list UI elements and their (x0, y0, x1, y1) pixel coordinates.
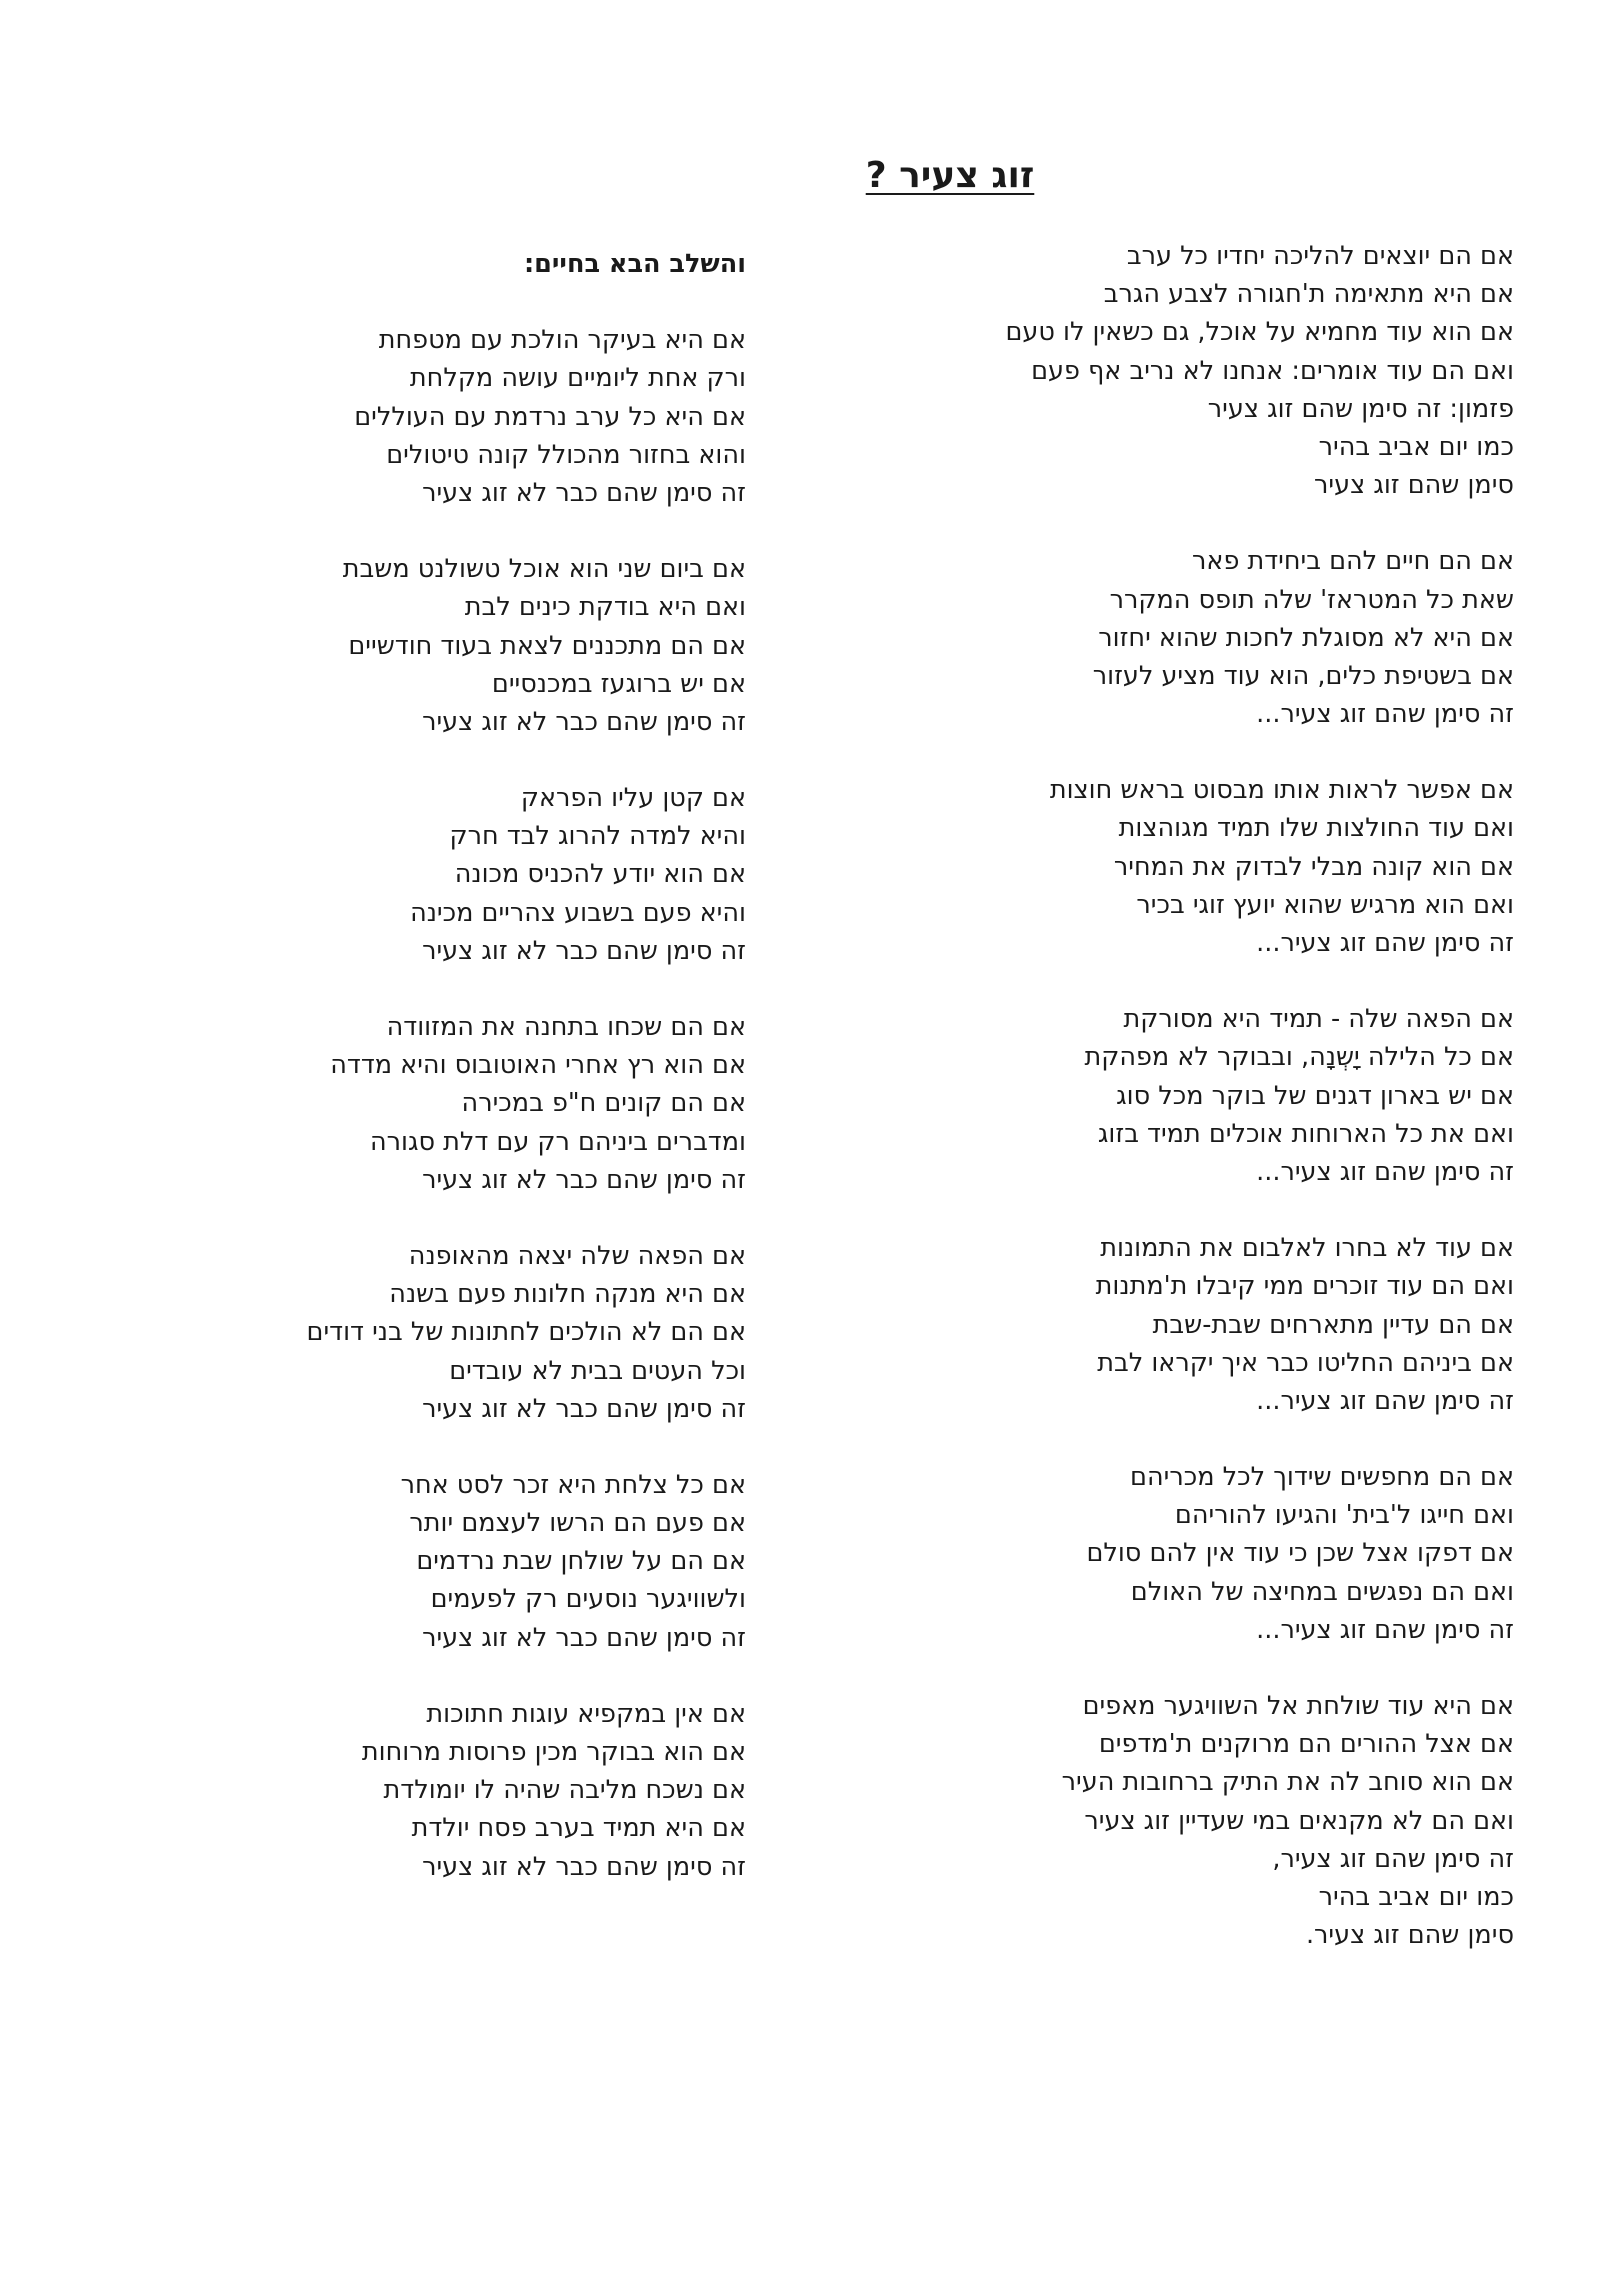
poem-line: אם הוא רץ אחרי האוטובוס והיא מדדה (330, 1050, 746, 1081)
poem-line: אם הם על שולחן שבת נרדמים (416, 1546, 746, 1577)
poem-line: ואם הם נפגשים במחיצה של האולם (1130, 1576, 1514, 1607)
stanza-left-7 (106, 1695, 746, 1886)
poem-line: וכל העטים בבית לא עובדים (449, 1355, 746, 1386)
poem-line: ולשוויגער נוסעים רק לפעמים (430, 1584, 746, 1615)
refrain-line: זה סימן שהם כבר לא זוג צעיר (422, 706, 746, 737)
poem-line: אם הם עדיין מתארחים שבת-שבת (1152, 1309, 1514, 1340)
stanza-right-2 (894, 542, 1514, 733)
poem-line: אם אין במקפיא עוגות חתוכות (426, 1698, 746, 1729)
stanza-right-6 (894, 1458, 1514, 1649)
refrain-line: זה סימן שהם כבר לא זוג צעיר (422, 1164, 746, 1195)
poem-line: ואם הם עוד אומרים: אנחנו לא נריב אף פעם (1031, 355, 1514, 386)
poem-line: ואם הם עוד זוכרים ממי קיבלו ת'מתנות (1095, 1271, 1514, 1302)
poem-line: אם היא בעיקר הולכת עם מטפחת (378, 325, 746, 356)
poem-line: אם הוא סוחב לה את התיק ברחובות העיר (1061, 1767, 1514, 1798)
poem-line: אם הם מתכננים לצאת בעוד חודשיים (348, 630, 746, 661)
poem-line: אם היא עוד שולחת אל השוויגער מאפים (1082, 1691, 1514, 1721)
poem-line: אם נשכח מליבה שהיה לו יומולדת (383, 1775, 746, 1806)
poem-line: אם הם מחפשים שידוך לכל מכריהם (1130, 1462, 1514, 1493)
poem-line: אם הפאה שלה - תמיד היא מסורקת (1123, 1004, 1514, 1035)
poem-line: והוא בחזור מהכולל קונה טיטולים (386, 439, 746, 470)
stanza-right-3 (894, 771, 1514, 962)
chorus-line: כמו יום אביב בהיר (1318, 431, 1514, 462)
poem-line: אם הפאה שלה יצאה מהאופנה (408, 1240, 746, 1271)
poem-line: אם היא לא מסוגלת לחכות שהוא יחזור (1098, 622, 1514, 653)
poem-line: אם הוא יודע להכניס מכונה (454, 859, 746, 890)
refrain-line: זה סימן שהם כבר לא זוג צעיר (422, 1622, 746, 1653)
poem-line: אם כל צלחת היא זכר לסט אחר (400, 1469, 746, 1500)
poem-line: ומדברים ביניהם רק עם דלת סגורה (369, 1126, 746, 1157)
poem-line: ואם היא בודקת כינים לבת (464, 592, 746, 623)
stanza-left-5 (106, 1237, 746, 1428)
poem-line: אם הם חיים להם ביחידת פאר (1192, 546, 1514, 577)
poem-line: והיא למדה להרוג לבד חרק (449, 821, 746, 852)
poem-line: אם היא תמיד בערב פסח יולדת (411, 1813, 746, 1844)
refrain-line: זה סימן שהם זוג צעיר... (1256, 1156, 1514, 1187)
poem-line: ואם את כל הארוחות אוכלים תמיד בזוג (1097, 1118, 1514, 1149)
poem-line: אם היא כל ערב נרדמת עם העוללים (354, 401, 746, 432)
poem-line: והיא פעם בשבוע צהריים מכינה (410, 897, 746, 928)
page-title: זוג צעיר ? (865, 155, 1035, 196)
chorus-line: סימן שהם זוג צעיר (1314, 470, 1514, 501)
stanza-right-7 (894, 1687, 1514, 1954)
poem-line: אם אצל ההורים הם מרוקנים ת'מדפים (1098, 1729, 1514, 1760)
poem-line: אם יש ברוגעז במכנסיים (491, 668, 746, 699)
poem-column-left (106, 245, 746, 1924)
poem-line: אם יש בארון דגנים של בוקר מכל סוג (1116, 1080, 1514, 1111)
poem-line: ואם הוא מרגיש שהוא יועץ זוגי בכיר (1136, 889, 1514, 920)
stanza-left-3 (106, 779, 746, 970)
stanza-left-4 (106, 1008, 746, 1199)
poem-line: אם הוא קונה מבלי לבדוק את המחיר (1113, 851, 1514, 882)
refrain-line: זה סימן שהם זוג צעיר... (1256, 1385, 1514, 1416)
poem-line: ואם עוד החולצות שלו תמיד מגוהצות (1118, 813, 1514, 844)
stanza-left-2 (106, 550, 746, 741)
poem-line: אם פעם הם הרשו לעצמם יותר (409, 1508, 746, 1539)
poem-line: אם קטן עליו הפראק (520, 783, 746, 814)
refrain-line: זה סימן שהם זוג צעיר... (1256, 1614, 1514, 1645)
stanza-right-4 (894, 1000, 1514, 1191)
poem-line: אם ביום שני הוא אוכל טשולנט משבת (342, 554, 746, 585)
poem-line: אם הם לא הולכים לחתונות של בני דודים (306, 1317, 746, 1348)
poem-line: אם בשטיפת כלים, הוא עוד מציע לעזור (1092, 660, 1514, 691)
section-heading: והשלב הבא בחיים: (523, 249, 746, 279)
chorus-line: סימן שהם זוג צעיר. (1305, 1920, 1514, 1951)
poem-line: ורק אחת ליומיים עושה מקלחת (409, 363, 746, 394)
poem-line: ואם הם לא מקנאים במי שעדיין זוג צעיר (1084, 1805, 1514, 1836)
poem-line: אם היא מנקה חלונות פעם בשנה (389, 1279, 746, 1310)
poem-line: אם ביניהם החליטו כבר איך יקראו לבת (1097, 1347, 1514, 1378)
poem-line: אם עוד לא בחרו לאלבום את התמונות (1100, 1233, 1514, 1264)
stanza-right-5 (894, 1229, 1514, 1420)
refrain-line: זה סימן שהם זוג צעיר... (1256, 928, 1514, 958)
refrain-line: זה סימן שהם כבר לא זוג צעיר (422, 1851, 746, 1882)
chorus-line: זה סימן שהם זוג צעיר, (1272, 1843, 1514, 1874)
refrain-line: זה סימן שהם כבר לא זוג צעיר (422, 1393, 746, 1424)
stanza-left-6 (106, 1466, 746, 1657)
poem-line: אם הוא עוד מחמיא על אוכל, גם כשאין לו טעם (1005, 317, 1514, 348)
poem-column-right (894, 237, 1514, 1992)
refrain-line: זה סימן שהם כבר לא זוג צעיר (422, 935, 746, 966)
poem-line: אם הם שכחו בתחנה את המזוודה (386, 1012, 746, 1043)
poem-line: אם הם יוצאים להליכה יחדיו כל ערב (1126, 241, 1514, 271)
poem-line: אם דפקו אצל שכן כי עוד אין להם סולם (1086, 1538, 1514, 1569)
refrain-line: זה סימן שהם כבר לא זוג צעיר (422, 477, 746, 508)
poem-line: אם היא מתאימה ת'חגורה לצבע הגרב (1103, 279, 1514, 310)
stanza-right-1 (894, 237, 1514, 504)
poem-line: אם הם קונים ח"פ במכירה (461, 1088, 746, 1119)
chorus-line: כמו יום אביב בהיר (1318, 1881, 1514, 1912)
poem-line: אם הוא בבוקר מכין פרוסות מרוחות (361, 1737, 746, 1768)
stanza-left-1 (106, 321, 746, 512)
poem-line: אם כל הלילה יָשְנָה, ובבוקר לא מפהקת (1084, 1042, 1514, 1073)
poem-line: ואם חייגו ל'בית' והגיעו להוריהם (1174, 1500, 1514, 1531)
chorus-line: פזמון: זה סימן שהם זוג צעיר (1207, 393, 1514, 424)
poem-line: אם אפשר לראות אותו מבסוט בראש חוצות (1049, 775, 1514, 806)
poem-line: שאת כל המטראז' שלה תופס המקרר (1109, 584, 1514, 615)
refrain-line: זה סימן שהם זוג צעיר... (1256, 699, 1514, 730)
